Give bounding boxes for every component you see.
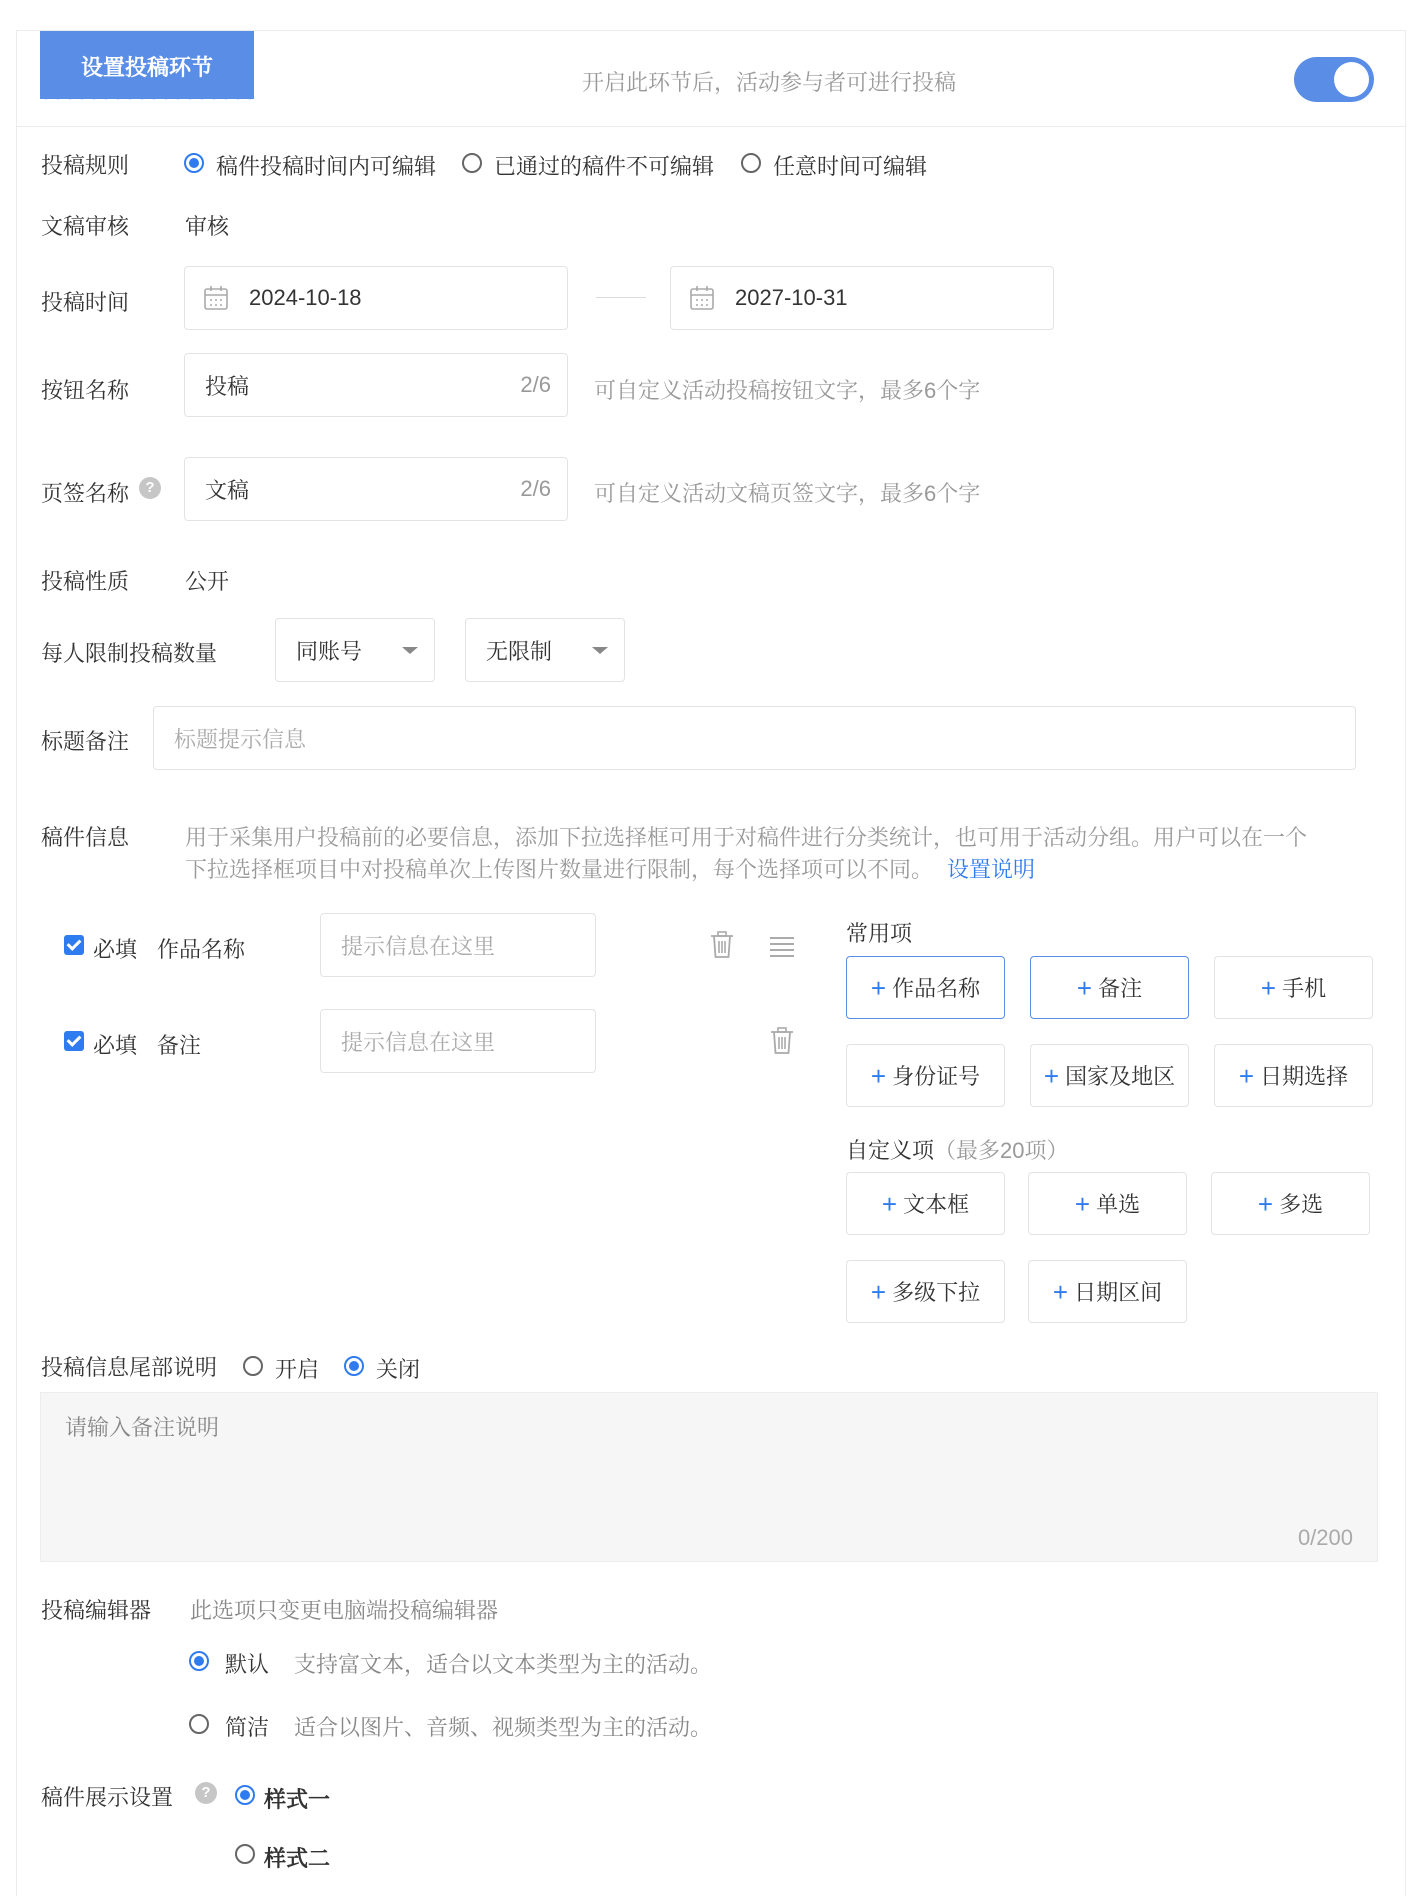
start-date-input[interactable] bbox=[184, 266, 568, 330]
help-icon[interactable]: ? bbox=[139, 477, 161, 499]
time-label: 投稿时间 bbox=[41, 290, 130, 315]
caret-down-icon bbox=[402, 647, 418, 654]
plus-icon: + bbox=[870, 1276, 887, 1307]
section-toggle[interactable] bbox=[1294, 57, 1374, 102]
add-custom-item-button[interactable] bbox=[846, 1172, 1005, 1235]
title-note-input[interactable] bbox=[153, 706, 1356, 770]
button-name-count: 2/6 bbox=[520, 372, 551, 397]
rule-radio-1[interactable] bbox=[184, 153, 204, 173]
tag-wave-decoration bbox=[40, 94, 254, 104]
add-common-item-button[interactable] bbox=[1214, 956, 1373, 1019]
editor-simple-radio[interactable] bbox=[189, 1714, 209, 1734]
display-style2-label[interactable]: 样式二 bbox=[264, 1846, 331, 1871]
review-value: 审核 bbox=[185, 214, 230, 239]
chip-label: 单选 bbox=[1096, 1192, 1141, 1217]
plus-icon: + bbox=[1260, 972, 1277, 1003]
section-description: 开启此环节后，活动参与者可进行投稿 bbox=[582, 70, 957, 95]
editor-simple-desc: 适合以图片、音频、视频类型为主的活动。 bbox=[294, 1715, 713, 1740]
limit-amount-select[interactable] bbox=[465, 618, 625, 682]
add-common-item-button[interactable] bbox=[846, 956, 1005, 1019]
plus-icon: + bbox=[1238, 1060, 1255, 1091]
display-style1-label[interactable]: 样式一 bbox=[264, 1787, 331, 1812]
title-note-placeholder: 标题提示信息 bbox=[174, 726, 307, 752]
add-common-item-button[interactable] bbox=[846, 1044, 1005, 1107]
manuscript-info-desc-2 bbox=[185, 853, 1035, 884]
plus-icon: + bbox=[1043, 1060, 1060, 1091]
limit-label: 每人限制投稿数量 bbox=[41, 641, 218, 666]
rules-label: 投稿规则 bbox=[41, 153, 130, 178]
chip-label: 作品名称 bbox=[892, 976, 981, 1001]
plus-icon: + bbox=[1052, 1276, 1069, 1307]
button-name-input[interactable] bbox=[184, 353, 568, 417]
nature-label: 投稿性质 bbox=[41, 569, 130, 594]
start-date-value: 2024-10-18 bbox=[249, 285, 362, 310]
required-checkbox-2[interactable] bbox=[64, 1031, 84, 1051]
chip-label: 国家及地区 bbox=[1065, 1064, 1176, 1089]
section-tag: 设置投稿环节 bbox=[40, 31, 254, 99]
add-custom-item-button[interactable] bbox=[1028, 1260, 1187, 1323]
chip-label: 多级下拉 bbox=[892, 1280, 981, 1305]
limit-scope-value: 同账号 bbox=[296, 638, 363, 664]
add-custom-item-button[interactable] bbox=[846, 1260, 1005, 1323]
display-label: 稿件展示设置 bbox=[41, 1785, 174, 1810]
date-range-separator bbox=[596, 297, 646, 298]
field-name-2: 备注 bbox=[157, 1033, 202, 1058]
chip-label: 多选 bbox=[1279, 1192, 1324, 1217]
field-hint-input-1[interactable] bbox=[320, 913, 596, 977]
chip-label: 日期区间 bbox=[1074, 1280, 1163, 1305]
footer-note-textarea[interactable] bbox=[40, 1392, 1378, 1562]
calendar-icon bbox=[689, 285, 715, 311]
common-items-title: 常用项 bbox=[846, 921, 913, 946]
footer-note-placeholder: 请输入备注说明 bbox=[65, 1415, 220, 1440]
setup-guide-link[interactable]: 设置说明 bbox=[947, 857, 1036, 882]
trash-icon[interactable] bbox=[708, 930, 736, 960]
review-label: 文稿审核 bbox=[41, 214, 130, 239]
title-note-label: 标题备注 bbox=[41, 729, 130, 754]
editor-default-radio[interactable] bbox=[189, 1651, 209, 1671]
rule-radio-2[interactable] bbox=[462, 153, 482, 173]
nature-value: 公开 bbox=[185, 569, 230, 594]
add-custom-item-button[interactable] bbox=[1028, 1172, 1187, 1235]
plus-icon: + bbox=[881, 1188, 898, 1219]
tab-name-label: 页签名称 bbox=[41, 481, 130, 506]
limit-scope-select[interactable] bbox=[275, 618, 435, 682]
limit-amount-value: 无限制 bbox=[486, 638, 553, 664]
help-icon[interactable]: ? bbox=[195, 1782, 217, 1804]
display-style1-radio[interactable] bbox=[235, 1785, 255, 1805]
button-name-hint: 可自定义活动投稿按钮文字，最多6个字 bbox=[594, 378, 981, 403]
editor-simple-label[interactable]: 简洁 bbox=[225, 1715, 270, 1740]
rule-radio-3[interactable] bbox=[741, 153, 761, 173]
plus-icon: + bbox=[870, 972, 887, 1003]
plus-icon: + bbox=[870, 1060, 887, 1091]
custom-items-title bbox=[846, 1134, 1069, 1165]
footer-note-label: 投稿信息尾部说明 bbox=[41, 1355, 218, 1380]
editor-default-label[interactable]: 默认 bbox=[225, 1652, 270, 1677]
rule-option-1[interactable]: 稿件投稿时间内可编辑 bbox=[216, 154, 437, 179]
rule-option-2[interactable]: 已通过的稿件不可编辑 bbox=[494, 154, 715, 179]
editor-default-desc: 支持富文本，适合以文本类型为主的活动。 bbox=[294, 1652, 713, 1677]
toggle-knob bbox=[1334, 62, 1369, 97]
footer-note-off-radio[interactable] bbox=[344, 1356, 364, 1376]
header-divider bbox=[16, 126, 1406, 127]
custom-items-limit: （最多20项） bbox=[934, 1138, 1069, 1163]
display-style2-radio[interactable] bbox=[235, 1844, 255, 1864]
tab-name-hint: 可自定义活动文稿页签文字，最多6个字 bbox=[594, 481, 981, 506]
custom-items-title-text: 自定义项 bbox=[846, 1138, 935, 1163]
field-name-1: 作品名称 bbox=[157, 937, 246, 962]
required-label-2: 必填 bbox=[93, 1033, 138, 1058]
footer-note-on-label[interactable]: 开启 bbox=[275, 1357, 320, 1382]
chip-label: 日期选择 bbox=[1260, 1064, 1349, 1089]
button-name-value: 投稿 bbox=[205, 373, 250, 399]
footer-note-off-label[interactable]: 关闭 bbox=[376, 1357, 421, 1382]
footer-note-count: 0/200 bbox=[1297, 1525, 1353, 1550]
manuscript-info-desc-1: 用于采集用户投稿前的必要信息，添加下拉选择框可用于对稿件进行分类统计，也可用于活动分组。用户可以在一个 bbox=[185, 825, 1308, 850]
field-hint-placeholder-2: 提示信息在这里 bbox=[341, 1029, 496, 1055]
field-hint-placeholder-1: 提示信息在这里 bbox=[341, 933, 496, 959]
required-checkbox-1[interactable] bbox=[64, 935, 84, 955]
plus-icon: + bbox=[1074, 1188, 1091, 1219]
add-custom-item-button[interactable] bbox=[1211, 1172, 1370, 1235]
rule-option-3[interactable]: 任意时间可编辑 bbox=[773, 154, 928, 179]
plus-icon: + bbox=[1076, 972, 1093, 1003]
chip-label: 手机 bbox=[1282, 976, 1327, 1001]
tab-name-input[interactable] bbox=[184, 457, 568, 521]
manuscript-info-label: 稿件信息 bbox=[41, 825, 130, 850]
add-common-item-button[interactable] bbox=[1030, 956, 1189, 1019]
editor-label: 投稿编辑器 bbox=[41, 1598, 152, 1623]
footer-note-on-radio[interactable] bbox=[243, 1356, 263, 1376]
button-name-label: 按钮名称 bbox=[41, 378, 130, 403]
required-label-1: 必填 bbox=[93, 937, 138, 962]
end-date-value: 2027-10-31 bbox=[735, 285, 848, 310]
chip-label: 文本框 bbox=[903, 1192, 970, 1217]
drag-handle-icon[interactable] bbox=[768, 932, 796, 962]
add-common-item-button[interactable] bbox=[1214, 1044, 1373, 1107]
tab-name-value: 文稿 bbox=[205, 477, 250, 503]
field-hint-input-2[interactable] bbox=[320, 1009, 596, 1073]
calendar-icon bbox=[203, 285, 229, 311]
trash-icon[interactable] bbox=[768, 1026, 796, 1056]
caret-down-icon bbox=[592, 647, 608, 654]
end-date-input[interactable] bbox=[670, 266, 1054, 330]
chip-label: 身份证号 bbox=[892, 1064, 981, 1089]
chip-label: 备注 bbox=[1098, 976, 1143, 1001]
manuscript-info-desc-2-text: 下拉选择框项目中对投稿单次上传图片数量进行限制，每个选择项可以不同。 bbox=[185, 857, 934, 882]
plus-icon: + bbox=[1257, 1188, 1274, 1219]
tab-name-count: 2/6 bbox=[520, 476, 551, 501]
editor-hint: 此选项只变更电脑端投稿编辑器 bbox=[190, 1598, 499, 1623]
add-common-item-button[interactable] bbox=[1030, 1044, 1189, 1107]
